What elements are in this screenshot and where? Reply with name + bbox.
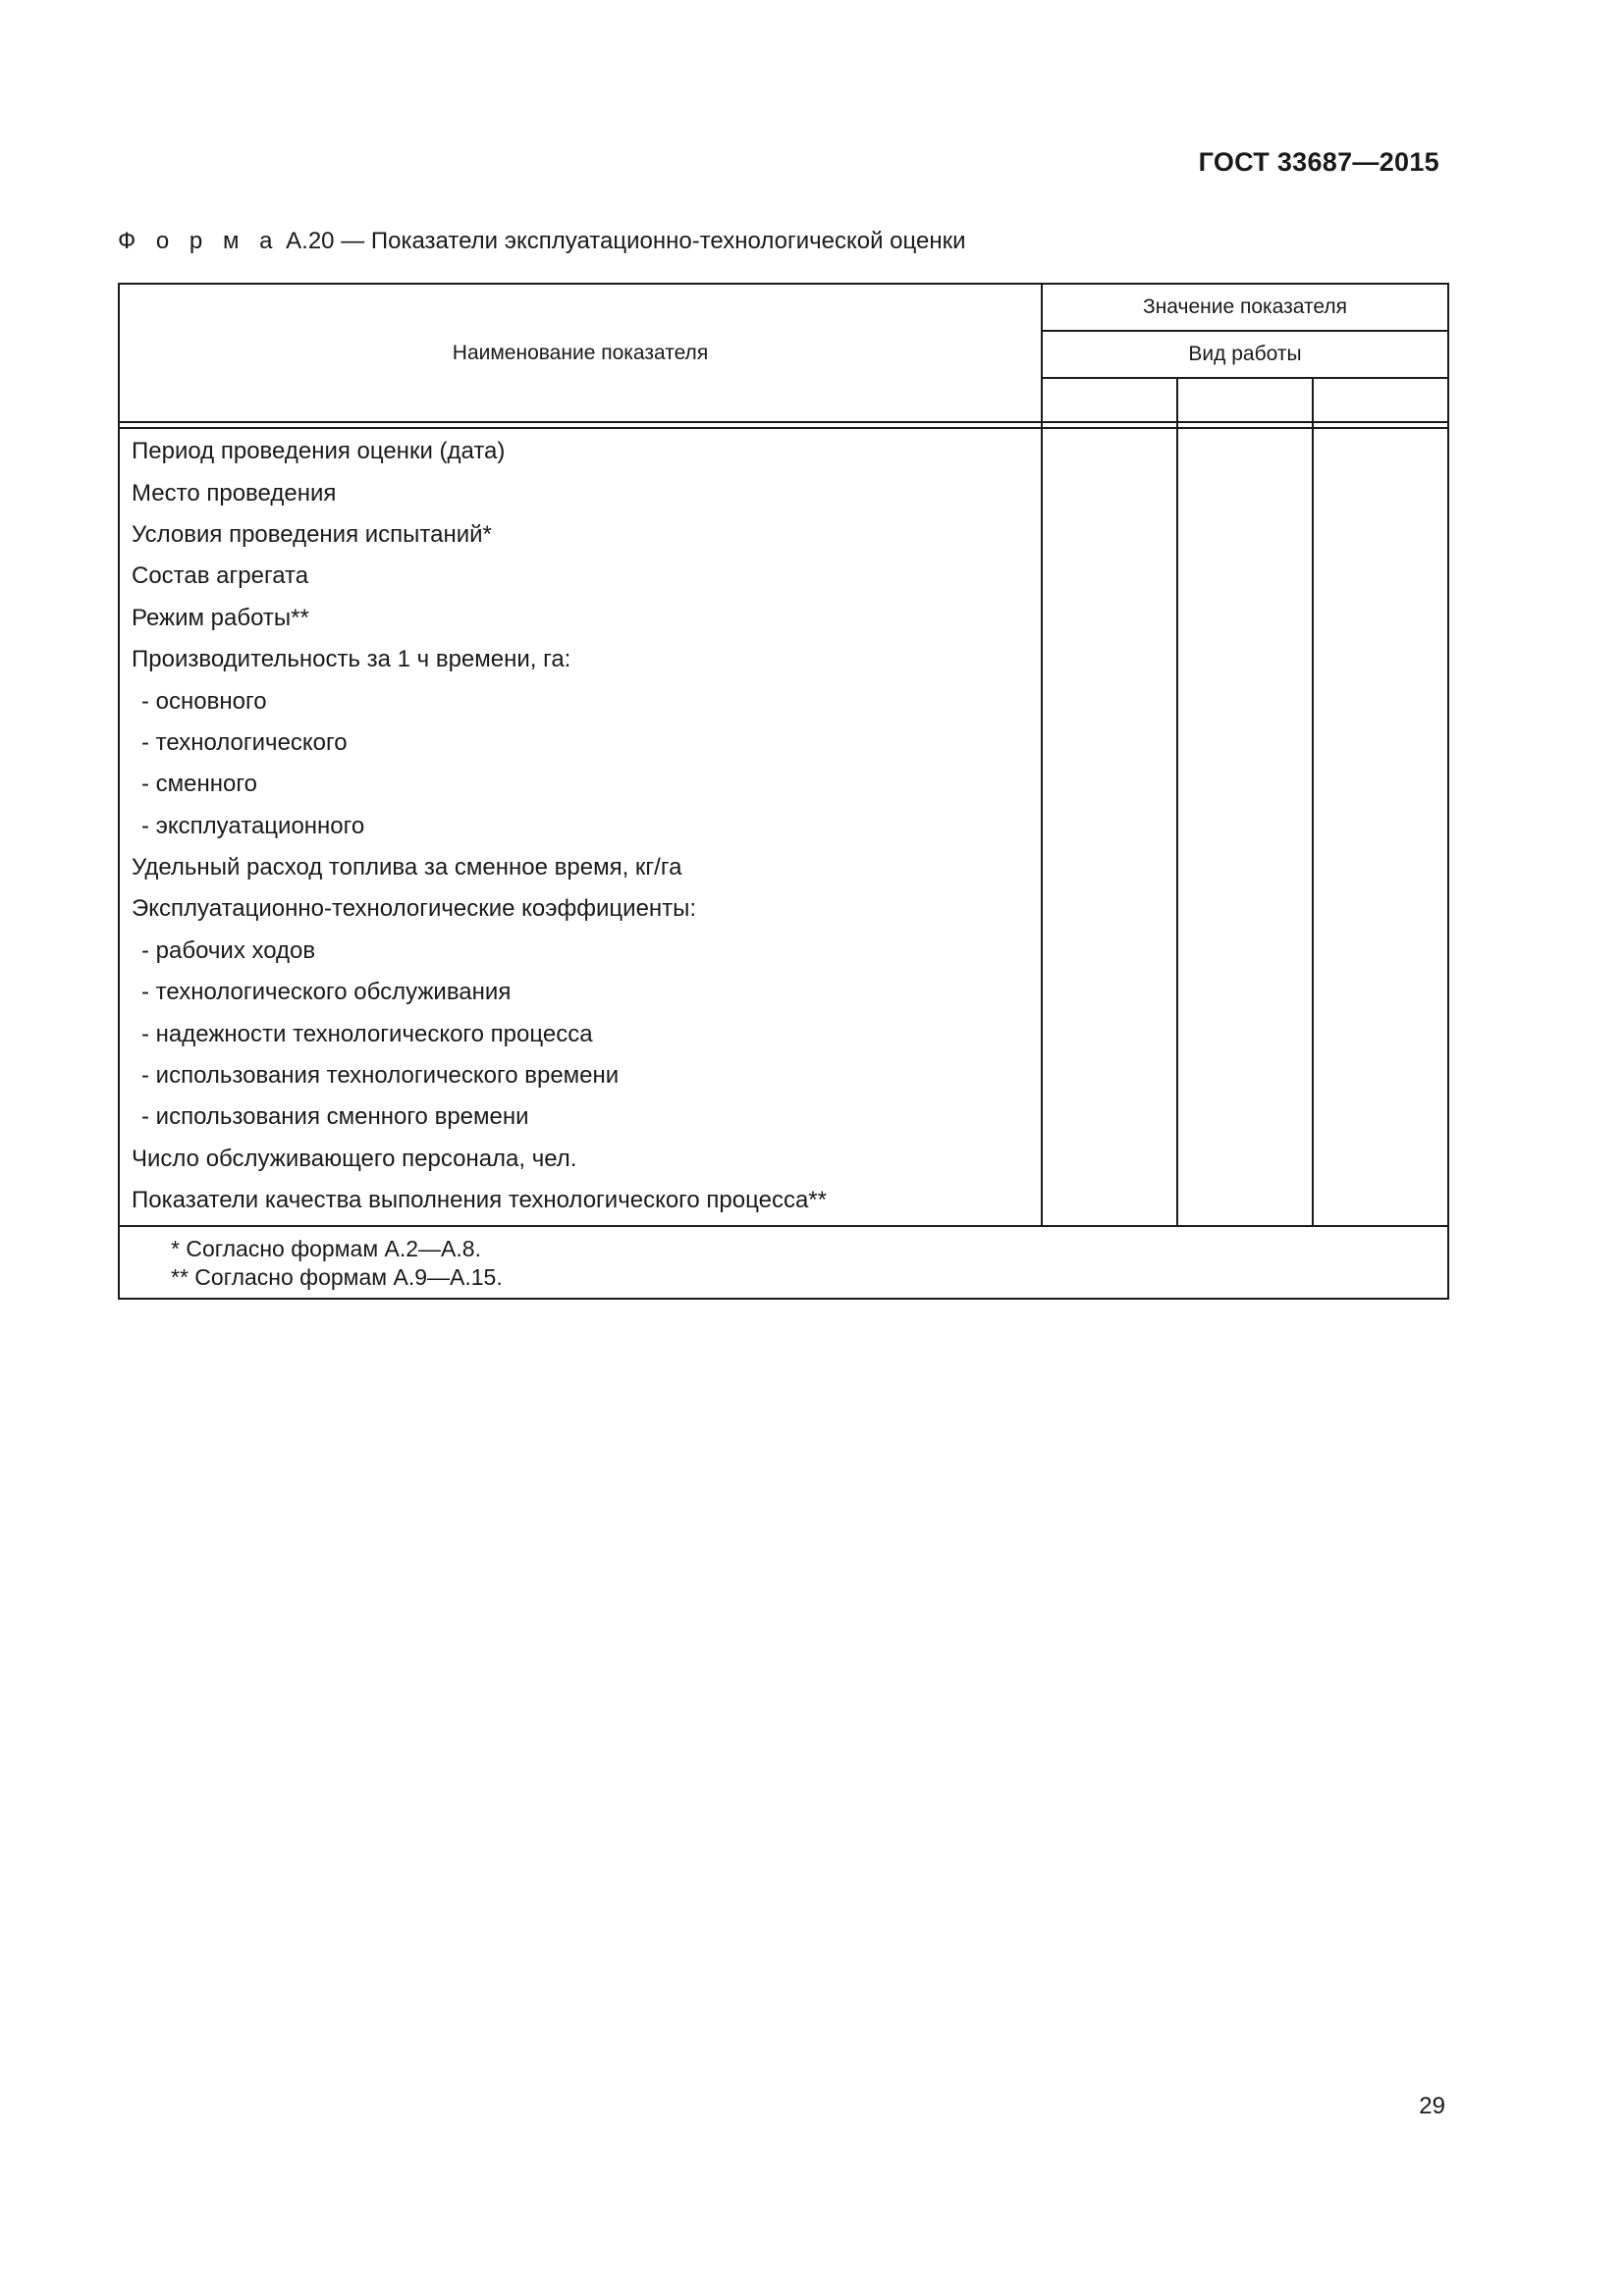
value-cell-1[interactable] [1042, 1139, 1177, 1180]
indicators-table [118, 283, 1449, 1300]
table-row [119, 1180, 1448, 1226]
value-cell-3[interactable] [1313, 1055, 1448, 1096]
value-cell-2[interactable] [1177, 639, 1313, 680]
value-cell-3[interactable] [1313, 1139, 1448, 1180]
value-cell-2[interactable] [1177, 847, 1313, 888]
indicator-name-cell: - надежности технологического процесса [119, 1013, 1042, 1054]
value-cell-1[interactable] [1042, 972, 1177, 1013]
value-cell-3[interactable] [1313, 847, 1448, 888]
form-caption [118, 228, 965, 255]
value-cell-2[interactable] [1177, 428, 1313, 472]
value-cell-3[interactable] [1313, 764, 1448, 805]
table-row [119, 806, 1448, 847]
value-cell-3[interactable] [1313, 680, 1448, 721]
value-cell-2[interactable] [1177, 888, 1313, 930]
header-work-column-2 [1177, 378, 1313, 422]
value-cell-2[interactable] [1177, 806, 1313, 847]
value-cell-1[interactable] [1042, 764, 1177, 805]
indicator-name-cell: - основного [119, 680, 1042, 721]
value-cell-1[interactable] [1042, 598, 1177, 639]
indicator-name-cell: Период проведения оценки (дата) [119, 428, 1042, 472]
value-cell-3[interactable] [1313, 1013, 1448, 1054]
indicator-name-cell: - сменного [119, 764, 1042, 805]
value-cell-2[interactable] [1177, 722, 1313, 764]
footnotes-row [119, 1226, 1448, 1299]
value-cell-3[interactable] [1313, 931, 1448, 972]
footnote: ** Согласно формам А.9—А.15. [171, 1264, 503, 1291]
value-cell-2[interactable] [1177, 1055, 1313, 1096]
value-cell-1[interactable] [1042, 806, 1177, 847]
indicator-name-cell: Условия проведения испытаний* [119, 514, 1042, 556]
header-work-type: Вид работы [1042, 331, 1448, 378]
value-cell-1[interactable] [1042, 931, 1177, 972]
table-row [119, 680, 1448, 721]
value-cell-3[interactable] [1313, 428, 1448, 472]
header-work-column-3 [1313, 378, 1448, 422]
indicator-name-cell: - использования технологического времени [119, 1055, 1042, 1096]
table-row [119, 514, 1448, 556]
value-cell-3[interactable] [1313, 1096, 1448, 1138]
table-row [119, 1096, 1448, 1138]
table-row [119, 428, 1448, 472]
value-cell-3[interactable] [1313, 888, 1448, 930]
document-code: ГОСТ 33687—2015 [1198, 147, 1439, 177]
value-cell-3[interactable] [1313, 556, 1448, 597]
value-cell-1[interactable] [1042, 639, 1177, 680]
value-cell-2[interactable] [1177, 764, 1313, 805]
table-row [119, 764, 1448, 805]
value-cell-3[interactable] [1313, 1180, 1448, 1226]
value-cell-1[interactable] [1042, 680, 1177, 721]
value-cell-2[interactable] [1177, 556, 1313, 597]
table-row [119, 888, 1448, 930]
value-cell-2[interactable] [1177, 514, 1313, 556]
indicator-name-cell: Место проведения [119, 472, 1042, 513]
footnote: * Согласно формам А.2—А.8. [171, 1236, 481, 1262]
table-row [119, 722, 1448, 764]
value-cell-3[interactable] [1313, 722, 1448, 764]
value-cell-1[interactable] [1042, 1013, 1177, 1054]
table-row [119, 1055, 1448, 1096]
value-cell-2[interactable] [1177, 972, 1313, 1013]
indicator-name-cell: - использования сменного времени [119, 1096, 1042, 1138]
indicator-name-cell: - технологического [119, 722, 1042, 764]
indicator-name-cell: - рабочих ходов [119, 931, 1042, 972]
table-row [119, 847, 1448, 888]
value-cell-3[interactable] [1313, 514, 1448, 556]
value-cell-1[interactable] [1042, 514, 1177, 556]
value-cell-1[interactable] [1042, 722, 1177, 764]
footnotes-cell [119, 1226, 1448, 1299]
indicator-name-cell: Число обслуживающего персонала, чел. [119, 1139, 1042, 1180]
value-cell-2[interactable] [1177, 931, 1313, 972]
indicator-name-cell: Производительность за 1 ч времени, га: [119, 639, 1042, 680]
value-cell-2[interactable] [1177, 1180, 1313, 1226]
value-cell-3[interactable] [1313, 639, 1448, 680]
value-cell-1[interactable] [1042, 1180, 1177, 1226]
header-indicator-name: Наименование показателя [119, 284, 1042, 422]
value-cell-2[interactable] [1177, 1096, 1313, 1138]
indicator-name-cell: Удельный расход топлива за сменное время, кг/га [119, 847, 1042, 888]
value-cell-1[interactable] [1042, 1055, 1177, 1096]
table-row [119, 1139, 1448, 1180]
indicator-name-cell: Состав агрегата [119, 556, 1042, 597]
value-cell-1[interactable] [1042, 428, 1177, 472]
value-cell-2[interactable] [1177, 598, 1313, 639]
value-cell-2[interactable] [1177, 1139, 1313, 1180]
value-cell-1[interactable] [1042, 847, 1177, 888]
table-row [119, 931, 1448, 972]
value-cell-3[interactable] [1313, 598, 1448, 639]
table-row [119, 972, 1448, 1013]
header-work-column-1 [1042, 378, 1177, 422]
value-cell-1[interactable] [1042, 472, 1177, 513]
indicator-name-cell: - технологического обслуживания [119, 972, 1042, 1013]
value-cell-1[interactable] [1042, 1096, 1177, 1138]
table-row [119, 1013, 1448, 1054]
table-row [119, 556, 1448, 597]
form-caption-prefix: Ф о р м а [118, 228, 280, 254]
value-cell-2[interactable] [1177, 1013, 1313, 1054]
table-row [119, 472, 1448, 513]
page-number: 29 [1419, 2093, 1445, 2119]
indicator-name-cell: - эксплуатационного [119, 806, 1042, 847]
value-cell-1[interactable] [1042, 888, 1177, 930]
form-caption-text: А.20 — Показатели эксплуатационно-технологической оценки [286, 228, 966, 254]
indicator-name-cell: Режим работы** [119, 598, 1042, 639]
value-cell-3[interactable] [1313, 972, 1448, 1013]
value-cell-1[interactable] [1042, 556, 1177, 597]
value-cell-2[interactable] [1177, 680, 1313, 721]
value-cell-3[interactable] [1313, 806, 1448, 847]
indicator-name-cell: Эксплуатационно-технологические коэффициенты: [119, 888, 1042, 930]
value-cell-2[interactable] [1177, 472, 1313, 513]
indicator-name-cell: Показатели качества выполнения технологического процесса** [119, 1180, 1042, 1226]
value-cell-3[interactable] [1313, 472, 1448, 513]
table-row [119, 598, 1448, 639]
header-indicator-value: Значение показателя [1042, 284, 1448, 331]
table-row [119, 639, 1448, 680]
